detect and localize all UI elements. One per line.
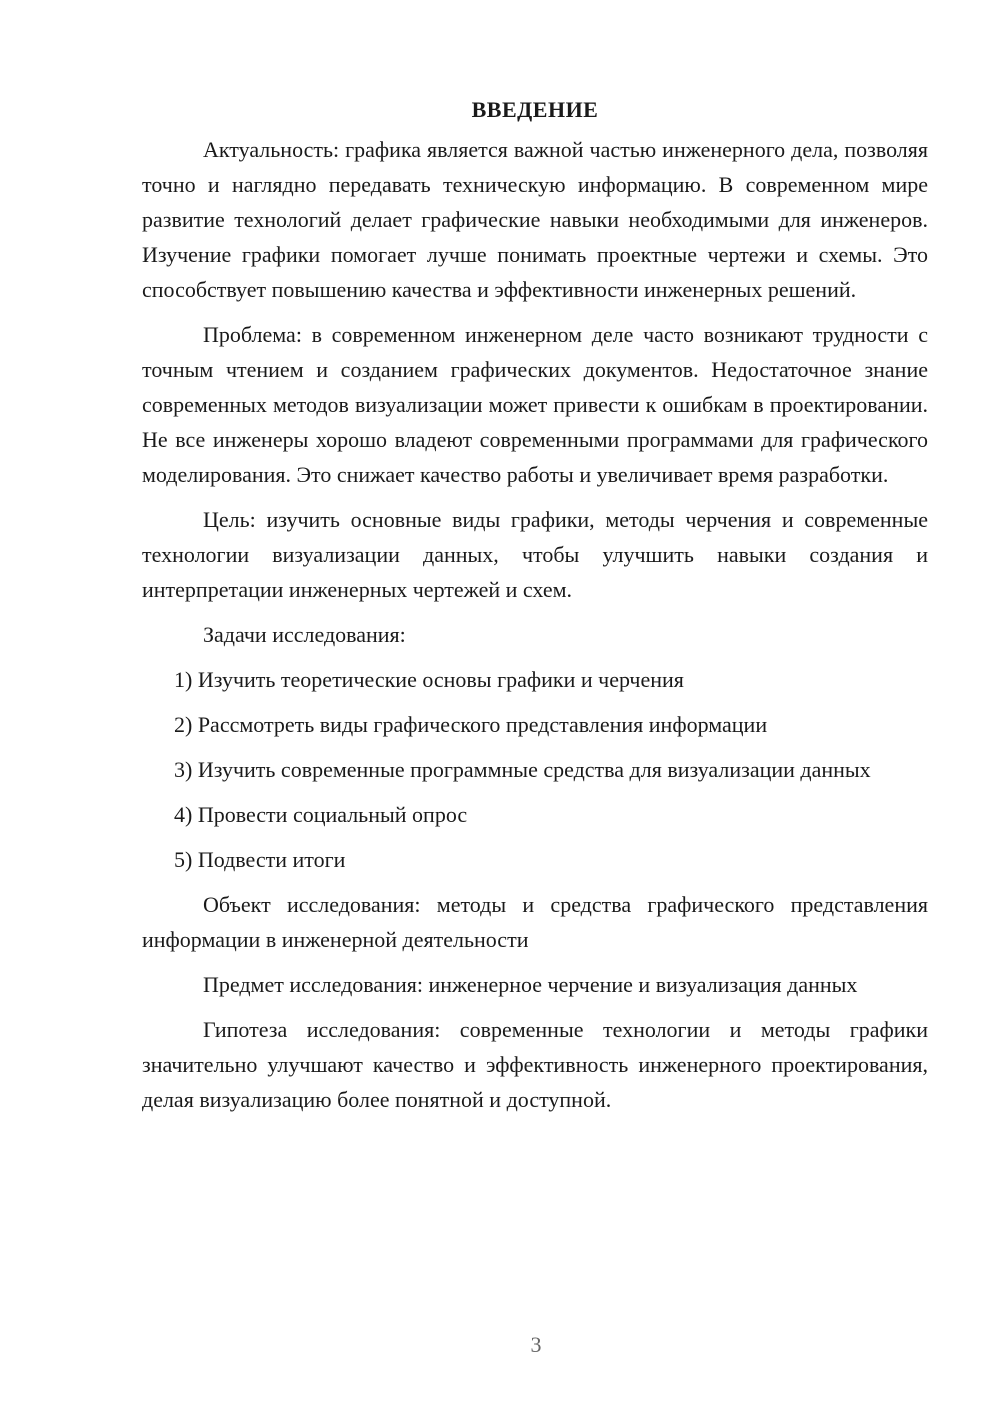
paragraph-hypothesis: Гипотеза исследования: современные технологии и методы графики значительно улучшают качество и эффективность инженерного проектирования, делая визуализацию более понятной и доступной. [142, 1017, 928, 1112]
tasks-list [142, 662, 928, 877]
page-number: 3 [530, 1332, 542, 1357]
paragraph-subject: Предмет исследования: инженерное черчение и визуализация данных [203, 972, 858, 997]
paragraph-tasks-intro: Задачи исследования: [203, 622, 406, 647]
list-item: 4) Провести социальный опрос [174, 802, 468, 827]
list-item: 2) Рассмотреть виды графического представления информации [174, 712, 768, 737]
document-page [142, 92, 928, 1127]
list-item: 5) Подвести итоги [174, 847, 346, 872]
paragraph-problem: Проблема: в современном инженерном деле часто возникают трудности с точным чтением и созданием графических документов. Недостаточное знание современных методов визуализации может привести к ошибкам в проектировании. Не все инженеры хорошо владеют современными программами для графического моделирования. Это снижает качество работы и увеличивает время разработки. [142, 322, 928, 487]
page-title: ВВЕДЕНИЕ [471, 97, 599, 122]
paragraph-object: Объект исследования: методы и средства графического представления информации в инженерной деятельности [142, 892, 928, 952]
list-item: 3) Изучить современные программные средства для визуализации данных [174, 757, 871, 782]
paragraph-relevance: Актуальность: графика является важной частью инженерного дела, позволяя точно и наглядно передавать техническую информацию. В современном мире развитие технологий делает графические навыки необходимыми для инженеров. Изучение графики помогает лучше понимать проектные чертежи и схемы. Это способствует повышению качества и эффективности инженерных решений. [142, 137, 928, 302]
list-item: 1) Изучить теоретические основы графики и черчения [174, 667, 684, 692]
paragraph-goal: Цель: изучить основные виды графики, методы черчения и современные технологии визуализации данных, чтобы улучшить навыки создания и интерпретации инженерных чертежей и схем. [142, 507, 928, 602]
